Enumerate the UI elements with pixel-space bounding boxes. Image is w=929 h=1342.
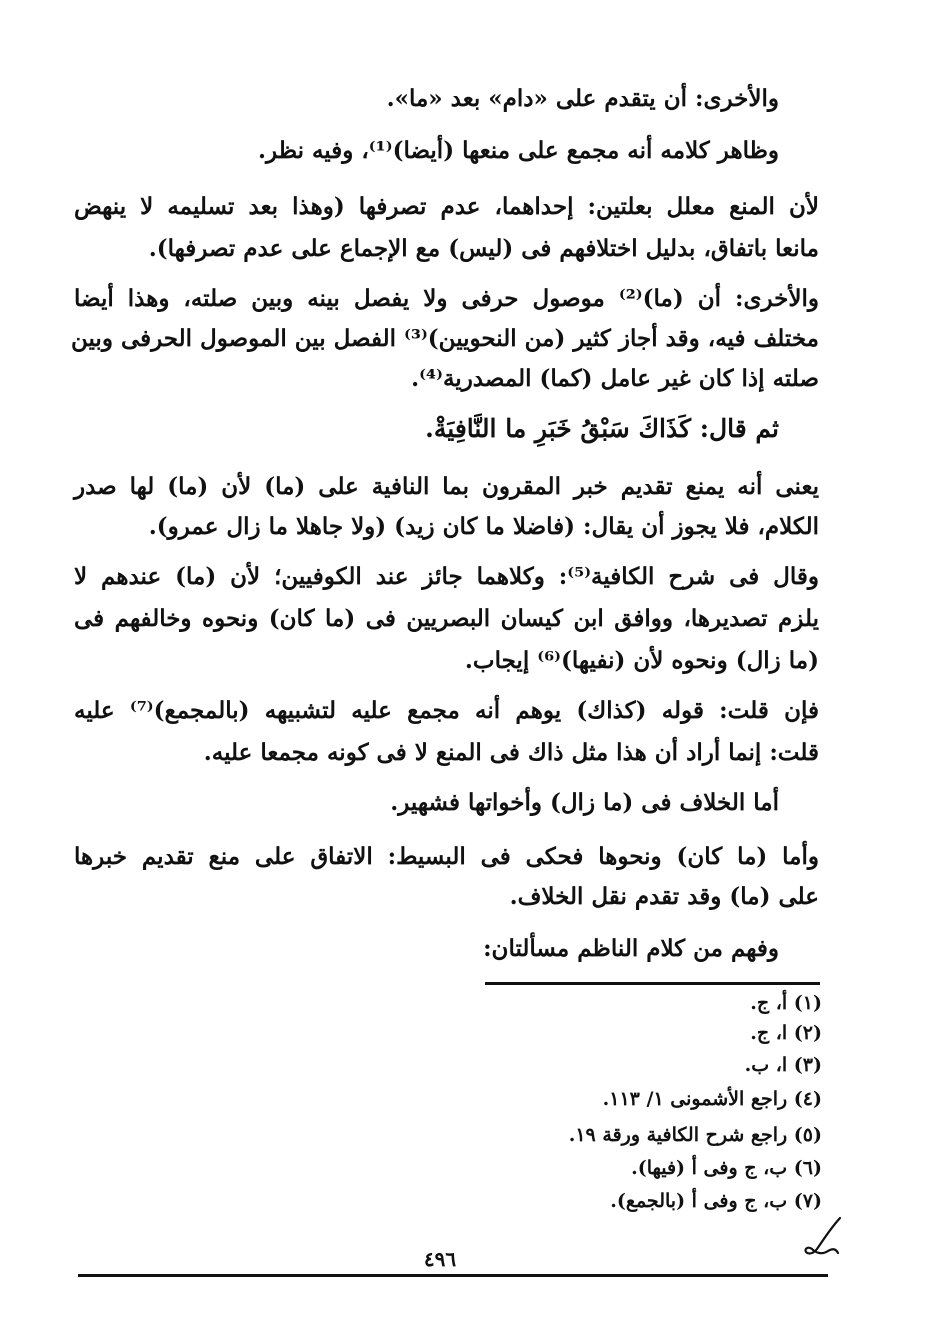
body-line-18: على (ما) وقد تقدم نقل الخلاف. [509, 883, 819, 910]
body-line-7: صلته إذا كان غير عامل (كما) المصدرية⁽⁴⁾. [411, 365, 819, 392]
body-line-3: لأن المنع معلل بعلتين: إحداهما، عدم تصرفها (وهذا بعد تسليمه لا ينهض [74, 193, 819, 220]
body-line-17: وأما (ما كان) ونحوها فحكى فى البسيط: الاتفاق على منع تقديم خبرها [74, 843, 819, 870]
body-line-6: مختلف فيه، وقد أجاز كثير (من النحويين)⁽³⁾ الفصل بين الموصول الحرفى وبين [70, 325, 819, 352]
body-line-1: والأخرى: أن يتقدم على «دام» بعد «ما». [386, 85, 779, 112]
footnote-6: (٦) ب، ج وفى أ (فيها). [631, 1157, 822, 1179]
body-line-10: الكلام، فلا يجوز أن يقال: (فاضلا ما كان زيد) (ولا جاهلا ما زال عمرو). [148, 513, 819, 540]
footnote-3: (٣) ا، ب. [744, 1054, 822, 1076]
handwritten-mark-icon [800, 1215, 845, 1265]
body-line-2: وظاهر كلامه أنه مجمع على منعها (أيضا)⁽¹⁾، وفيه نظر. [258, 137, 779, 164]
footnote-2: (٢) ا، ج. [750, 1022, 822, 1044]
body-line-12: يلزم تصديرها، ووافق ابن كيسان البصريين فى (ما كان) ونحوه وخالفهم فى [74, 605, 819, 632]
body-line-13: (ما زال) ونحوه لأن (نفيها)⁽⁶⁾ إيجاب. [464, 647, 819, 674]
body-line-14: فإن قلت: قوله (كذاك) يوهم أنه مجمع عليه لتشبيهه (بالمجمع)⁽⁷⁾ عليه [74, 697, 819, 724]
body-line-16: أما الخلاف فى (ما زال) وأخواتها فشهير. [390, 789, 779, 816]
footnote-7: (٧) ب، ج وفى أ (بالجمع). [610, 1190, 822, 1212]
footnote-separator [485, 982, 820, 985]
footer-rule [78, 1274, 828, 1277]
page-number: ٤٩٦ [423, 1247, 457, 1271]
footnote-1: (١) أ، ج. [750, 992, 822, 1014]
body-line-11: وقال فى شرح الكافية⁽⁵⁾: وكلاهما جائز عند الكوفيين؛ لأن (ما) عندهم لا [74, 563, 819, 590]
body-line-4: مانعا باتفاق، بدليل اختلافهم فى (ليس) مع الإجماع على عدم تصرفها). [148, 235, 819, 262]
body-line-19: وفهم من كلام الناظم مسألتان: [483, 935, 779, 962]
body-line-5: والأخرى: أن (ما)⁽²⁾ موصول حرفى ولا يفصل بينه وبين صلته، وهذا أيضا [74, 285, 819, 312]
footnote-4: (٤) راجع الأشمونى ١/ ١١٣. [602, 1088, 822, 1110]
footnote-5: (٥) راجع شرح الكافية ورقة ١٩. [568, 1124, 822, 1146]
verse-quote: ثم قال: كَذَاكَ سَبْقُ خَبَرِ ما النَّافِيَةْ. [425, 414, 779, 443]
body-line-9: يعنى أنه يمنع تقديم خبر المقرون بما النافية على (ما) لأن (ما) لها صدر [74, 473, 819, 500]
body-line-15: قلت: إنما أراد أن هذا مثل ذاك فى المنع لا فى كونه مجمعا عليه. [203, 739, 819, 766]
